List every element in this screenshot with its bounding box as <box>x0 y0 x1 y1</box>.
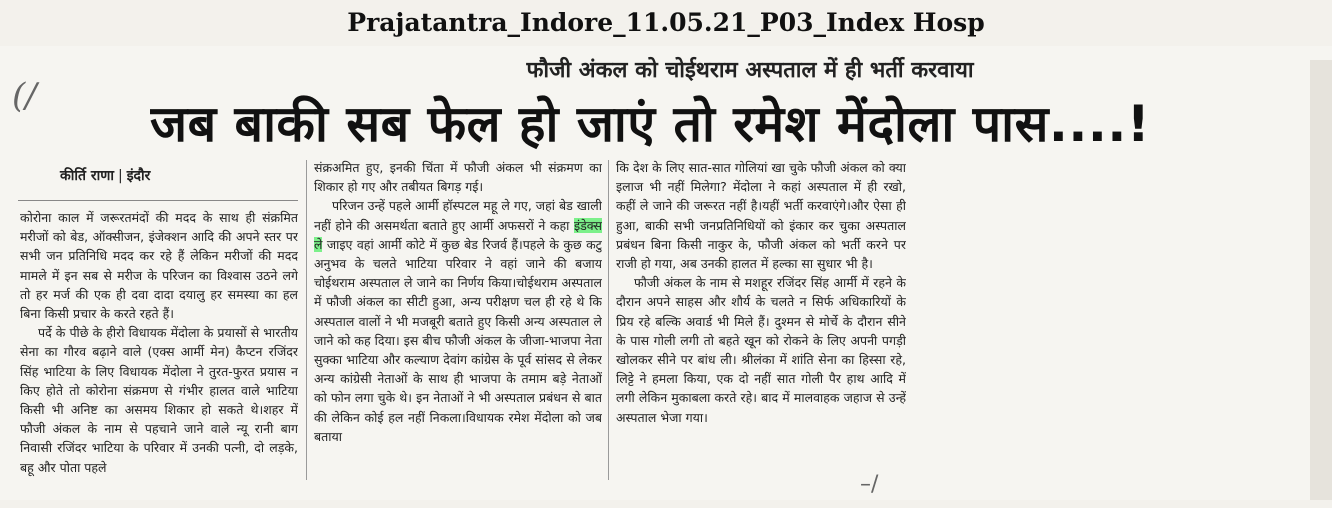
paragraph: कोरोना काल में जरूरतमंदों की मदद के साथ ही संक्रमित मरीजों को बेड, ऑक्सीजन, इंजेक्शन आदि की अपने स्तर पर सभी जन प्रतिनिधि मदद कर रहे हैं लेकिन मरीजों की मदद मामले में इन सब से मरीज के परिजन का विश्वास उठने लगे तो हर मर्ज की एक ही दवा दादा दयालु हर समस्या का हल बिना किसी प्रचार के करते रहते हैं। <box>20 210 298 322</box>
highlighted-text: इंडेक्स ले <box>314 217 602 252</box>
article-column-2 <box>314 158 602 458</box>
paragraph: संक्रअमित हुए, इनकी चिंता में फौजी अंकल भी संक्रमण का शिकार हो गए और तबीयत बिगड़ गई। <box>314 160 602 195</box>
byline-city: इंदौर <box>126 168 151 184</box>
column-divider <box>608 160 609 480</box>
paragraph: पर्दे के पीछे के हीरो विधायक मेंदोला के प्रयासों से भारतीय सेना का गौरव बढ़ाने वाले (एक्स आर्मी मेन) कैप्टन रजिंदर सिंह भाटिया के लिए विधायक मेंदोला ने तुरत-फुरत प्रयास न किए होते तो कोरोना संक्रमण से गंभीर हालत वाले भाटिया किसी भी अनिष्ट का असमय शिकार हो सकते थे।शहर में फौजी अंकल के नाम से पहचाने जाने वाले न्यू रानी बाग निवासी रजिंदर भाटिया के परिवार में उनकी पत्नी, दो लड़के, बहू और पोता पहले <box>20 325 298 475</box>
clip-title: Prajatantra_Indore_11.05.21_P03_Index Hosp <box>347 8 985 37</box>
byline-separator: | <box>117 168 123 184</box>
pen-mark: (/ <box>12 76 37 116</box>
paragraph-text: परिजन उन्हें पहले आर्मी हॉस्पटल महू ले गए, जहां बेड खाली नहीं होने की असमर्थता बताते हुए आर्मी अफसरों ने कहा <box>314 198 602 233</box>
kicker-headline: फौजी अंकल को चोईथराम अस्पताल में ही भर्ती करवाया <box>526 58 974 83</box>
article-column-3 <box>616 158 906 458</box>
column-divider <box>306 160 307 480</box>
article-column-1 <box>20 208 298 508</box>
byline-rule <box>18 200 298 201</box>
paragraph: कि देश के लिए सात-सात गोलियां खा चुके फौजी अंकल को क्या इलाज भी नहीं मिलेगा? मेंदोला ने कहां अस्पताल में ही रखो, कहीं ले जाने की जरूरत नहीं है।यहीं भर्ती करवाएंगे।और ऐसा ही हुआ, बाकी सभी जनप्रतिनिधियों को इंकार कर चुका अस्पताल प्रबंधन बिना किसी नाकुर के, फौजी अंकल को भर्ती करने पर राजी हो गया, अब उनकी हालत में हल्का सा सुधार भी है। <box>616 160 906 272</box>
paragraph: फौजी अंकल के नाम से मशहूर रजिंदर सिंह आर्मी में रहने के दौरान अपने साहस और शौर्य के चलते न सिर्फ अधिकारियों के प्रिय रहे बल्कि अवार्ड भी मिले हैं। दुश्मन से मोर्चे के दौरान सीने के पास गोली लगी तो बहते खून को रोकने के लिए अपनी पगड़ी खोलकर सीने पर बांध ली। श्रीलंका में शांति सेना का हिस्सा रहे, लिट्टे ने हमला किया, एक दो नहीं सात गोली पैर हाथ आदि में लगी लेकिन मुकाबला करते रहे। बाद में मालवाहक जहाज से उन्हें अस्पताल भेजा गया। <box>616 275 906 425</box>
main-headline: जब बाकी सब फेल हो जाएं तो रमेश मेंदोला पास....! <box>150 95 1151 153</box>
paragraph <box>314 196 602 446</box>
byline-author: कीर्ति राणा <box>60 168 114 184</box>
paragraph-text: जाइए वहां आर्मी कोटे में कुछ बेड रिजर्व हैं।पहले के कुछ कटु अनुभव के चलते भाटिया परिवार ने वहां जाने की बजाय चोईथराम अस्पताल ले जाने का निर्णय किया।चोईथराम अस्पताल में फौजी अंकल का सीटी हुआ, अन्य परीक्षण चल ही रहे थे कि अस्पताल वालों ने भी मजबूरी बताते हुए किसी अन्य अस्पताल ले जाने को कह दिया। इस बीच फौजी अंकल के जीजा-भाजपा नेता सुक्का भाटिया और कल्याण देवांग कांग्रेस के पूर्व सांसद से लेकर अन्य कांग्रेसी नेताओं के साथ ही भाजपा के तमाम बड़े नेताओं को फोन लगा चुके थे। इन नेताओं ने भी अस्पताल प्रबंधन से बात की लेकिन कोई हल नहीं निकला।विधायक रमेश मेंदोला को जब बताया <box>314 236 602 444</box>
pen-mark: –/ <box>860 472 879 497</box>
byline <box>60 166 320 185</box>
